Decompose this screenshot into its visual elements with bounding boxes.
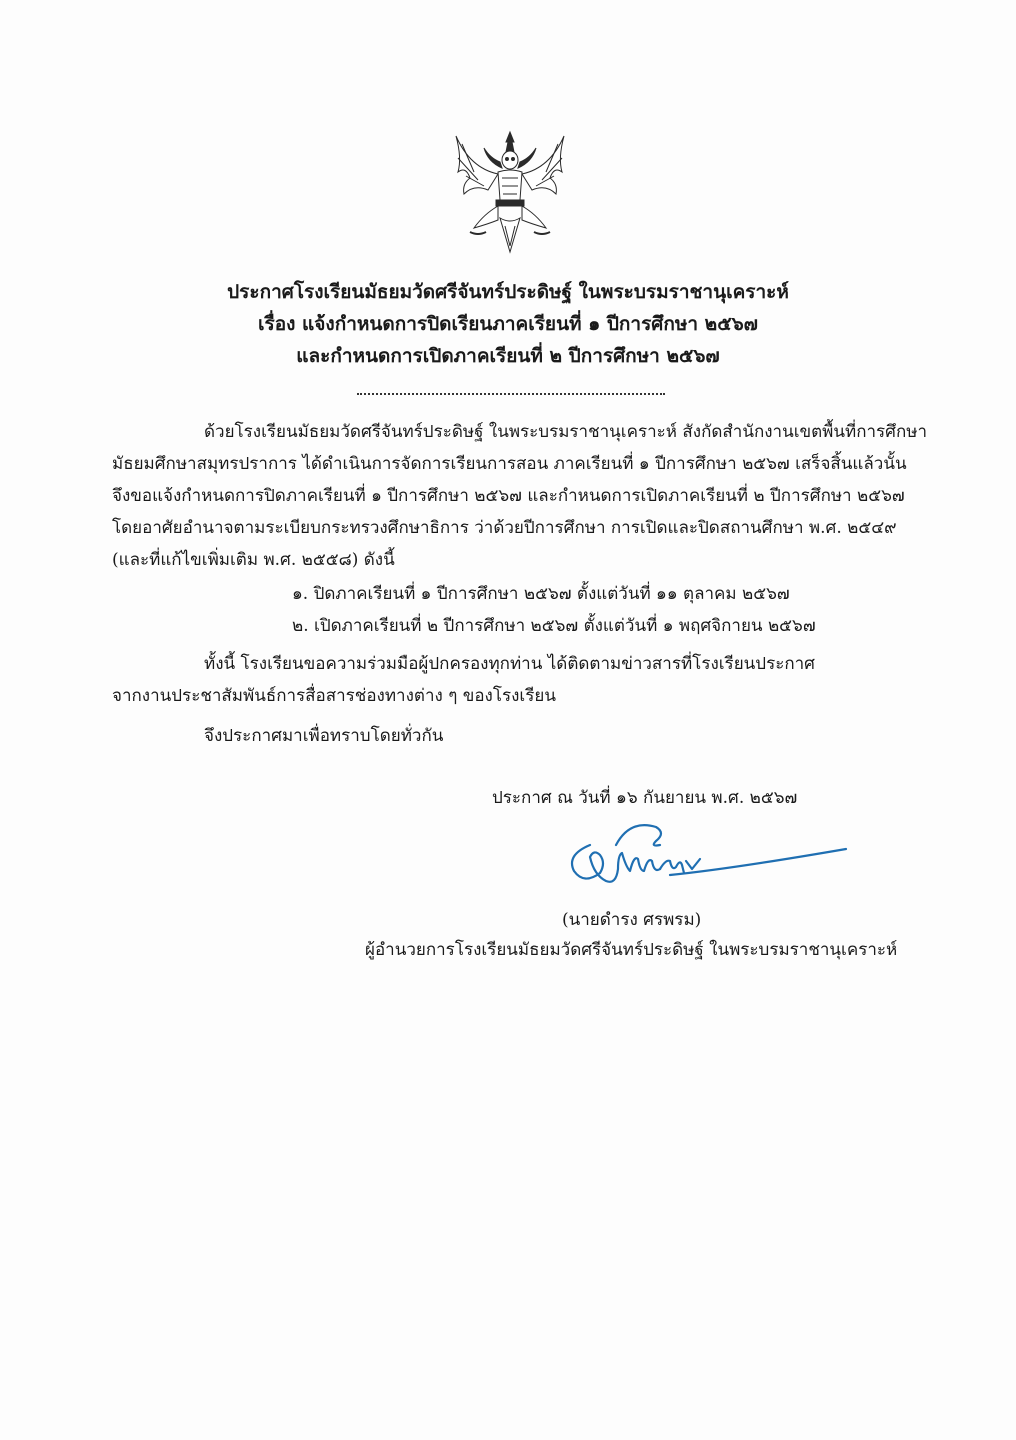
announcement-date: ประกาศ ณ วันที่ ๑๖ กันยายน พ.ศ. ๒๕๖๗: [492, 788, 798, 808]
announcement-title: ประกาศโรงเรียนมัธยมวัดศรีจันทร์ประดิษฐ์ ในพระบรมราชานุเคราะห์: [227, 281, 789, 303]
paragraph2-line1: ทั้งนี้ โรงเรียนขอความร่วมมือผู้ปกครองทุกท่าน ได้ติดตามข่าวสารที่โรงเรียนประกาศ: [204, 654, 815, 674]
handwritten-signature-icon: [560, 815, 850, 905]
list-item: ๑. ปิดภาคเรียนที่ ๑ ปีการศึกษา ๒๕๖๗ ตั้งแต่วันที่ ๑๑ ตุลาคม ๒๕๖๗: [292, 584, 790, 604]
garuda-emblem-icon: [448, 128, 572, 256]
dotted-divider: [357, 393, 665, 395]
closing-statement: จึงประกาศมาเพื่อทราบโดยทั่วกัน: [204, 726, 444, 746]
paragraph1-line4: โดยอาศัยอำนาจตามระเบียบกระทรวงศึกษาธิการ ว่าด้วยปีการศึกษา การเปิดและปิดสถานศึกษา พ.ศ. ๒๕๔๙: [112, 518, 897, 538]
signatory-name: (นายดำรง ศรพรม): [562, 910, 702, 930]
signatory-position: ผู้อำนวยการโรงเรียนมัธยมวัดศรีจันทร์ประดิษฐ์ ในพระบรมราชานุเคราะห์: [365, 940, 898, 960]
announcement-subject-continued: และกำหนดการเปิดภาคเรียนที่ ๒ ปีการศึกษา ๒๕๖๗: [296, 345, 720, 367]
paragraph1-line5: (และที่แก้ไขเพิ่มเติม พ.ศ. ๒๕๕๘) ดังนี้: [112, 550, 395, 570]
paragraph2-line2: จากงานประชาสัมพันธ์การสื่อสารช่องทางต่าง ๆ ของโรงเรียน: [112, 686, 556, 706]
paragraph1-line2: มัธยมศึกษาสมุทรปราการ ได้ดำเนินการจัดการเรียนการสอน ภาคเรียนที่ ๑ ปีการศึกษา ๒๕๖๗ เสร็จสิ้นแล้วนั้น: [112, 454, 907, 474]
paragraph1-line1: ด้วยโรงเรียนมัธยมวัดศรีจันทร์ประดิษฐ์ ในพระบรมราชานุเคราะห์ สังกัดสำนักงานเขตพื้นที่การศึกษา: [204, 422, 928, 442]
paragraph1-line3: จึงขอแจ้งกำหนดการปิดภาคเรียนที่ ๑ ปีการศึกษา ๒๕๖๗ และกำหนดการเปิดภาคเรียนที่ ๒ ปีการศึกษา ๒๕๖๗: [112, 486, 905, 506]
list-item: ๒. เปิดภาคเรียนที่ ๒ ปีการศึกษา ๒๕๖๗ ตั้งแต่วันที่ ๑ พฤศจิกายน ๒๕๖๗: [292, 616, 816, 636]
announcement-subject: เรื่อง แจ้งกำหนดการปิดเรียนภาคเรียนที่ ๑ ปีการศึกษา ๒๕๖๗: [258, 313, 758, 335]
